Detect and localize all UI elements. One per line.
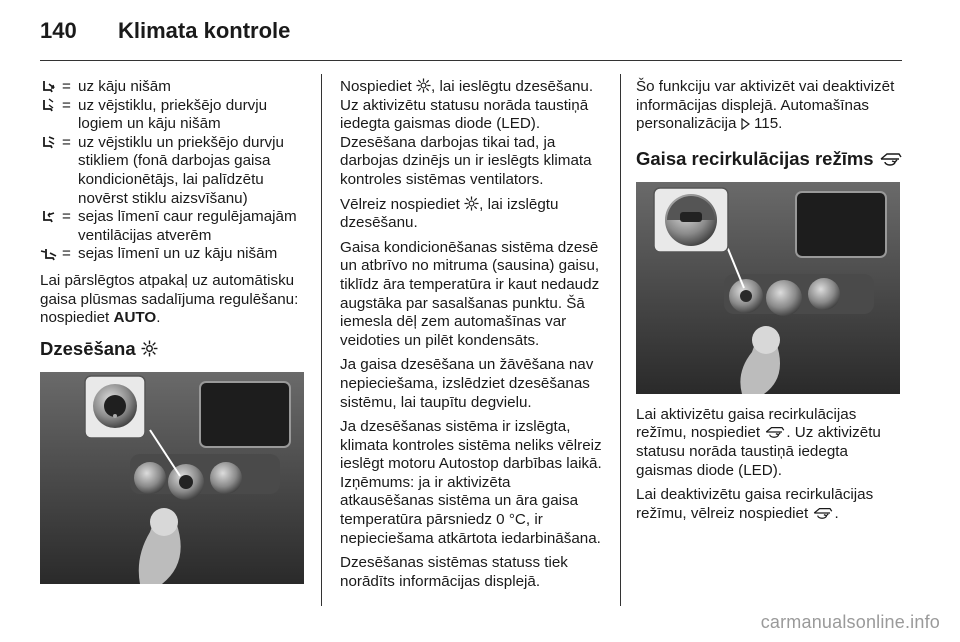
symbol-row-head (40, 208, 306, 245)
period: . (156, 309, 161, 327)
windscreen-feet-airflow-icon (40, 135, 56, 151)
paragraph-text: Lai pārslēgtos atpakaļ uz automātisku gaisa plūsmas sadalījuma regulēšanu: nospiediet (40, 271, 299, 327)
photo-defrost-controls (40, 372, 304, 584)
column-divider-2 (620, 74, 621, 606)
paragraph-auto (40, 272, 306, 328)
equals-sign: = (62, 96, 71, 114)
head-airflow-icon (40, 209, 56, 225)
symbol-row-feet (40, 78, 306, 97)
feet-airflow-icon (40, 79, 56, 95)
column-divider-1 (321, 74, 322, 606)
paragraph-2: Lai aktivizētu gaisa recirkulācijas režīmu, nospiediet . Uz aktivizētu statusu norāda taustiņā iedegta gaismas diode (LED). (636, 405, 881, 479)
air-recirculation-icon (812, 506, 834, 520)
paragraph-2: Vēlreiz nospiediet , lai izslēgtu dzesēšanu. (340, 195, 559, 232)
page-number: 140 (40, 18, 77, 43)
paragraph-4: Ja gaisa dzesēšana un žāvēšana nav nepieciešama, izslēdziet dzesēšanas sistēmu, lai taupītu degvielu. (340, 356, 594, 411)
equals-sign: = (62, 245, 71, 263)
symbol-description: sejas līmenī un uz kāju nišām (78, 245, 278, 263)
page-title: Klimata kontrole (118, 18, 291, 43)
watermark: carmanualsonline.info (760, 612, 940, 632)
symbol-row-windscreen-feet (40, 97, 306, 134)
equals-sign: = (62, 78, 71, 95)
symbol-row-head-feet (40, 245, 306, 264)
column-right (636, 78, 906, 529)
page-reference-triangle-icon (741, 118, 750, 130)
windscreen-airflow-icon (40, 98, 56, 114)
air-recirculation-icon (764, 425, 786, 439)
defrost-icon (141, 340, 158, 357)
paragraph-1: Nospiediet , lai ieslēgtu dzesēšanu. Uz aktivizētu statusu norāda taustiņā iedegta gaismas diode (LED). Dzesēšana darbojas tikai tad, ja darbojas dzinējs un ir ieslēgts klimata kontroles sistēmas ventilators. (340, 78, 594, 188)
defrost-icon (416, 78, 431, 93)
paragraph-1: Šo funkciju var aktivizēt vai deaktivizēt informācijas displejā. Automašīnas personalizācija 115. (636, 78, 895, 133)
head-feet-airflow-icon (40, 247, 58, 263)
paragraph-3: Lai deaktivizētu gaisa recirkulācijas režīmu, vēlreiz nospiediet . (636, 486, 874, 522)
paragraph-3: Gaisa kondicionēšanas sistēma dzesē un atbrīvo no mitruma (sausina) gaisu, tiklīdz āra temperatūra ir kaut nedaudz augstāka par sasalšanas punktu. Šā iemesla dēļ zem automašīnas var veidoties un pilēt kondensāts. (340, 238, 600, 349)
dashboard-image (636, 182, 900, 394)
defrost-icon (464, 196, 479, 211)
column-left (40, 78, 306, 584)
equals-sign: = (62, 133, 71, 151)
dashboard-image (40, 372, 304, 584)
symbol-description: uz vējstiklu, priekšējo durvju logiem un kāju nišām (78, 96, 268, 133)
auto-label: AUTO (113, 309, 157, 327)
paragraph-5: Ja dzesēšanas sistēma ir izslēgta, klimata kontroles sistēma neliks vēlreiz ieslēgt motoru Autostop darbības laikā. Izņēmums: ja ir aktivizēta atkausēšanas sistēma un āra gaisa temperatūra pārsniedz 0 °C, ir nepieciešama atkārtota iedarbināšana. (340, 418, 602, 547)
column-middle (340, 78, 606, 597)
photo-recirculation-controls (636, 182, 900, 394)
section-heading-defrost: Dzesēšana (40, 338, 306, 360)
symbol-row-windscreen (40, 134, 306, 208)
section-heading-recirculation: Gaisa recirkulācijas režīms (636, 148, 906, 170)
equals-sign: = (62, 208, 71, 226)
symbol-description: uz vējstiklu un priekšējo durvju stikliem (fonā darbojas gaisa kondicionētājs, lai palīdzētu novērst stiklu aizsvīšanu) (78, 133, 284, 207)
paragraph-6: Dzesēšanas sistēmas statuss tiek norādīts informācijas displejā. (340, 554, 568, 590)
symbol-description: uz kāju nišām (78, 78, 171, 95)
air-recirculation-icon (879, 151, 903, 167)
header-rule (40, 60, 902, 61)
symbol-description: sejas līmenī caur regulējamajām ventilācijas atverēm (78, 208, 297, 244)
